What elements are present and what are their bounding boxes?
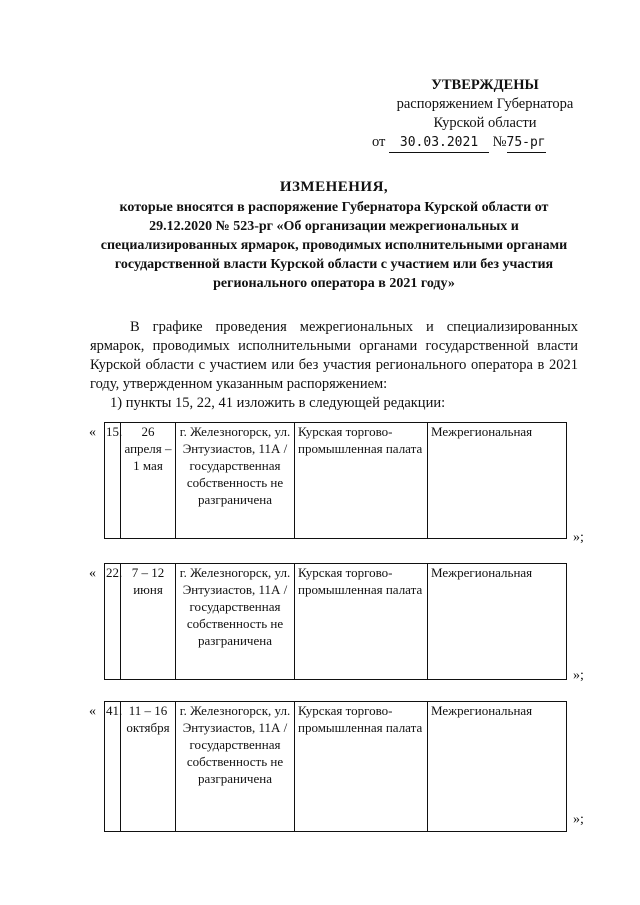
table-row xyxy=(105,564,567,680)
row-type: Межрегиональная xyxy=(428,564,567,680)
row-place: г. Железногорск, ул. Энтузиастов, 11А / государственная собственность не разграничена xyxy=(176,423,295,539)
schedule-table xyxy=(104,701,567,832)
row-number: 22. xyxy=(105,564,121,680)
row-place: г. Железногорск, ул. Энтузиастов, 11А / государственная собственность не разграничена xyxy=(176,702,295,832)
row-type: Межрегиональная xyxy=(428,423,567,539)
approval-title: УТВЕРЖДЕНЫ xyxy=(431,77,539,93)
row-place: г. Железногорск, ул. Энтузиастов, 11А / государственная собственность не разграничена xyxy=(176,564,295,680)
approval-number: 75-рг xyxy=(506,135,546,150)
quote-close: »; xyxy=(573,530,584,545)
from-label: от xyxy=(372,134,386,150)
body-paragraph: В графике проведения межрегиональных и специализированных ярмарок, проводимых исполнительными органами государственной власти Курской области с участием или без участия регионального оператора в 2021 году, утвержденном указанным распоряжением: xyxy=(90,319,578,392)
quote-close: »; xyxy=(573,668,584,683)
changes-subtitle: которые вносятся в распоряжение Губернатора Курской области от 29.12.2020 № 523-рг «Об организации межрегиональных и специализированных ярмарок, проводимых исполнительными органами государственной власти Курской области с участием или без участия регионального оператора в 2021 году» xyxy=(100,200,568,291)
row-date: 11 – 16 октября xyxy=(121,702,176,832)
row-date: 7 – 12 июня xyxy=(121,564,176,680)
body-text xyxy=(90,318,578,413)
table-row xyxy=(105,423,567,539)
approval-line-1: распоряжением Губернатора xyxy=(396,96,574,112)
approval-line-2: Курской области xyxy=(433,115,537,131)
approval-date-line xyxy=(360,133,610,153)
quote-open: « xyxy=(89,425,96,440)
number-label: № xyxy=(492,134,507,150)
row-date: 26 апреля – 1 мая xyxy=(121,423,176,539)
table-row xyxy=(105,702,567,832)
changes-title-block xyxy=(90,178,578,293)
schedule-table xyxy=(104,563,567,680)
changes-heading: ИЗМЕНЕНИЯ, xyxy=(279,179,389,195)
row-organizer: Курская торгово-промышленная палата xyxy=(295,423,428,539)
row-organizer: Курская торгово-промышленная палата xyxy=(295,564,428,680)
approval-date: 30.03.2021 xyxy=(399,135,479,150)
quote-open: « xyxy=(89,704,96,719)
row-type: Межрегиональная xyxy=(428,702,567,832)
row-number: 41. xyxy=(105,702,121,832)
body-item: 1) пункты 15, 22, 41 изложить в следующей редакции: xyxy=(110,395,446,411)
row-number: 15. xyxy=(105,423,121,539)
schedule-table xyxy=(104,422,567,539)
row-organizer: Курская торгово-промышленная палата xyxy=(295,702,428,832)
approval-block xyxy=(360,76,610,153)
quote-close: »; xyxy=(573,812,584,827)
quote-open: « xyxy=(89,566,96,581)
